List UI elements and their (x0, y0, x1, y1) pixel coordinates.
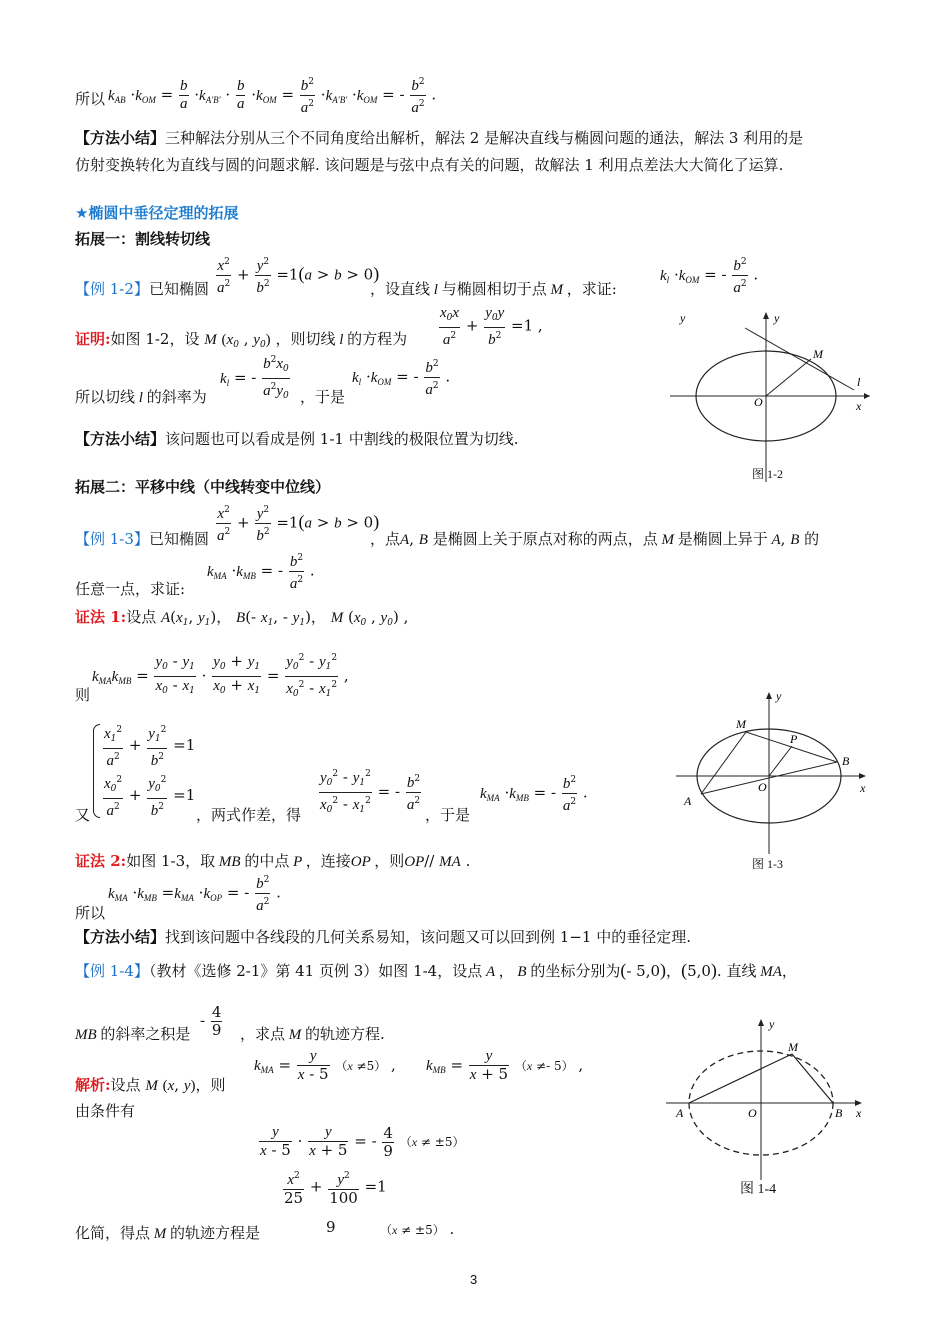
system-eq-2: $\frac{x_0^2}{a^2}$ + $\frac{y_0^2}{b^2}$ =1 (102, 772, 195, 820)
y-label: y (769, 1017, 775, 1031)
x-label: x (856, 399, 862, 413)
kMB-eq: $k_{MB}$ = $\frac{y}{x + 5}$ （x ≠- 5） , (426, 1048, 584, 1083)
x-label: x (856, 1106, 862, 1120)
ellipse-eq-2: $\frac{x^2}{a^2}$ + $\frac{y^2}{b^2}$ =1(a > b > 0) (215, 502, 379, 545)
figure-1-2-caption: 图 1-2 (752, 467, 783, 481)
ext1-yushi: ，于是 (300, 388, 346, 406)
tangent-eq: $\frac{x_0x}{a^2}$ + $\frac{y_0y}{b^2}$ =1 , (440, 305, 543, 348)
page-number: 3 (470, 1272, 478, 1287)
intro-suoyi: 所以 (75, 90, 106, 108)
subtract-text: ，两式作差，得 (196, 806, 302, 824)
condition-eq: $\frac{y}{x - 5}$ · $\frac{y}{x + 5}$ = - $\frac{4}{9}$ （x ≠ ±5） (260, 1123, 465, 1160)
formula-intro: $k_{AB} \cdot k_{OM}$ = $\frac{b}{a}$ $\cdot k_{A'B'}$ · $\frac{b}{a}$ $\cdot k_{OM}$ = $\frac{b^2}{a^2}$ $\cdot k_{A'B'} \cdot k_{OM}$ = - $\frac{b^2}{a^2}$ . (108, 74, 436, 117)
ext1-claim: $k_l \cdot k_{OM}$ = - $\frac{b^2}{a^2}$ . (660, 254, 758, 297)
figure-1-3-caption: 图 1-3 (752, 857, 783, 871)
ext2-final: $k_{MA} \cdot k_{MB} =k_{MA} \cdot k_{OP}$ = - $\frac{b^2}{a^2}$ . (108, 872, 281, 915)
ex14-simplify: 化简，得点 M 的轨迹方程是 (75, 1224, 261, 1242)
line-l-label: l (857, 375, 861, 389)
figure-1-2 (670, 306, 880, 486)
also-label: 又 (75, 806, 91, 824)
ext1-result: $k_l \cdot k_{OM}$ = - $\frac{b^2}{a^2}$ . (352, 356, 450, 399)
ext2-claim-lead: 任意一点，求证: (75, 580, 186, 598)
locus-domain: （x ≠ ±5） . (380, 1220, 455, 1238)
slope-eq: $k_l$ = - $\frac{b^2x_0}{a^2y_0}$ (220, 352, 291, 405)
ellipse-eq-1: $\frac{x^2}{a^2}$ + $\frac{y^2}{b^2}$ =1(a > b > 0) (215, 254, 379, 297)
figure-1-4 (662, 1014, 872, 1184)
system-brace (93, 724, 100, 818)
point-A-label: A (676, 1106, 684, 1120)
y-label: y (774, 311, 780, 325)
ext2-yushi: ，于是 (425, 806, 471, 824)
ext1-title: 拓展一：割线转切线 (75, 230, 211, 248)
intro-summary-line1: 【方法小结】三种解法分别从三个不同角度给出解析，解法 2 是解决直线与椭圆问题的通法，解法 3 利用的是 (75, 129, 804, 147)
svg-text:y: y (680, 311, 686, 325)
point-B-label: B (842, 754, 850, 768)
ext2-example: 【例 1-3】已知椭圆 (75, 530, 209, 548)
origin-label: O (748, 1106, 757, 1120)
point-M-label: M (813, 347, 823, 361)
ext1-example: 【例 1-2】已知椭圆 (75, 280, 209, 298)
system-eq-1: $\frac{x_1^2}{a^2}$ + $\frac{y_1^2}{b^2}$ =1 (102, 722, 195, 770)
ext2-proof1: 证法 1:设点 $A(x_1$, $y_1$)， B(- $x_1$, - $y_1$)， M ($x_0$ , $y_0$) , (75, 608, 409, 628)
x-axis-arrow (864, 393, 870, 399)
x-label: x (860, 781, 866, 795)
ext1-slope: 所以切线 l 的斜率为 (75, 388, 207, 406)
locus-denom: 9 (326, 1218, 336, 1236)
kMA-eq: $k_{MA}$ = $\frac{y}{x - 5}$ （x ≠5） , (254, 1048, 396, 1083)
point-B-label: B (835, 1106, 843, 1120)
locus-eq-line1: $\frac{x^2}{25}$ + $\frac{y^2}{100}$ =1 (282, 1168, 387, 1207)
subtract-result: $\frac{y_0^2 - y_1^2}{x_0^2 - x_1^2}$ = - $\frac{b^2}{a^2}$ (320, 768, 421, 815)
ex14-analysis: 解析:设点 M (x, y)，则 (75, 1076, 226, 1094)
point-A-label: A (684, 794, 692, 808)
ex14-condition: 由条件有 (75, 1102, 136, 1120)
ext1-summary: 【方法小结】该问题也可以看成是例 1-1 中割线的极限位置为切线. (75, 430, 519, 448)
segment-AM (689, 1054, 792, 1103)
ext1-proof: 证明:如图 1-2，设 M ($x_0$ , $y_0$) ，则切线 l 的方程为 (75, 330, 408, 350)
ex14-statement-3: ，求点 M 的轨迹方程. (240, 1025, 385, 1043)
point-M-label: M (788, 1040, 798, 1054)
segment-MB (792, 1054, 833, 1103)
tangent-line-l (745, 328, 854, 390)
ext2-example-cont: ，点A, B 是椭圆上关于原点对称的两点，点 M 是椭圆上异于 A, B 的 (370, 530, 820, 548)
y-label: y (776, 689, 782, 703)
ext2-suoyi: 所以 (75, 904, 106, 922)
point-M-label: M (736, 717, 746, 731)
ex14-ratio: - $\frac{4}{9}$ (200, 1003, 222, 1039)
y-axis-arrow (758, 1019, 764, 1026)
y-axis-arrow (763, 312, 769, 319)
x-axis-arrow (859, 773, 866, 779)
then-label: 则 (75, 686, 91, 704)
section-title: ★椭圆中垂径定理的拓展 (75, 204, 239, 222)
product-formula: $k_{MA}k_{MB}$ = $\frac{y_0 - y_1}{x_0 - x_1}$ · $\frac{y_0 + y_1}{x_0 + x_1}$ = $\frac{y_0^2 - y_1^2}{x_0^2 - x_1^2}$ , (92, 652, 349, 699)
ext2-proof2: 证法 2:如图 1-3，取 MB 的中点 P ，连接OP ，则OP// MA . (75, 852, 471, 870)
ext2-summary: 【方法小结】找到该问题中各线段的几何关系易知，该问题又可以回到例 1−1 中的垂径定理. (75, 928, 691, 946)
ex14-statement-2: MB 的斜率之积是 (75, 1025, 191, 1043)
figure-1-3 (670, 688, 880, 858)
point-P-label: P (790, 732, 798, 746)
segment-OP (769, 746, 792, 776)
y-axis-arrow (766, 692, 772, 699)
figure-1-4-caption: 图 1-4 (740, 1182, 777, 1197)
origin-label: O (754, 395, 763, 409)
ex14-statement: 【例 1-4】（教材《选修 2-1》第 41 页例 3）如图 1-4，设点 A ， B 的坐标分别为(- 5,0)，(5,0). 直线 MA， (75, 960, 797, 980)
ext1-example-cont: ，设直线 l 与椭圆相切于点 M ，求证: (370, 280, 617, 298)
ext2-result: $k_{MA} \cdot k_{MB}$ = - $\frac{b^2}{a^2}$ . (480, 772, 588, 815)
segment-OM (766, 359, 811, 396)
ext2-claim: $k_{MA} \cdot k_{MB}$ = - $\frac{b^2}{a^2}$ . (207, 550, 315, 593)
ext2-title: 拓展二：平移中线（中线转变中位线） (75, 478, 331, 496)
origin-label: O (758, 780, 767, 794)
summary-label: 【方法小结】 (75, 129, 166, 147)
intro-summary-line2: 仿射变换转化为直线与圆的问题求解. 该问题是与弦中点有关的问题，故解法 1 利用点差法大大简化了运算. (75, 156, 784, 174)
